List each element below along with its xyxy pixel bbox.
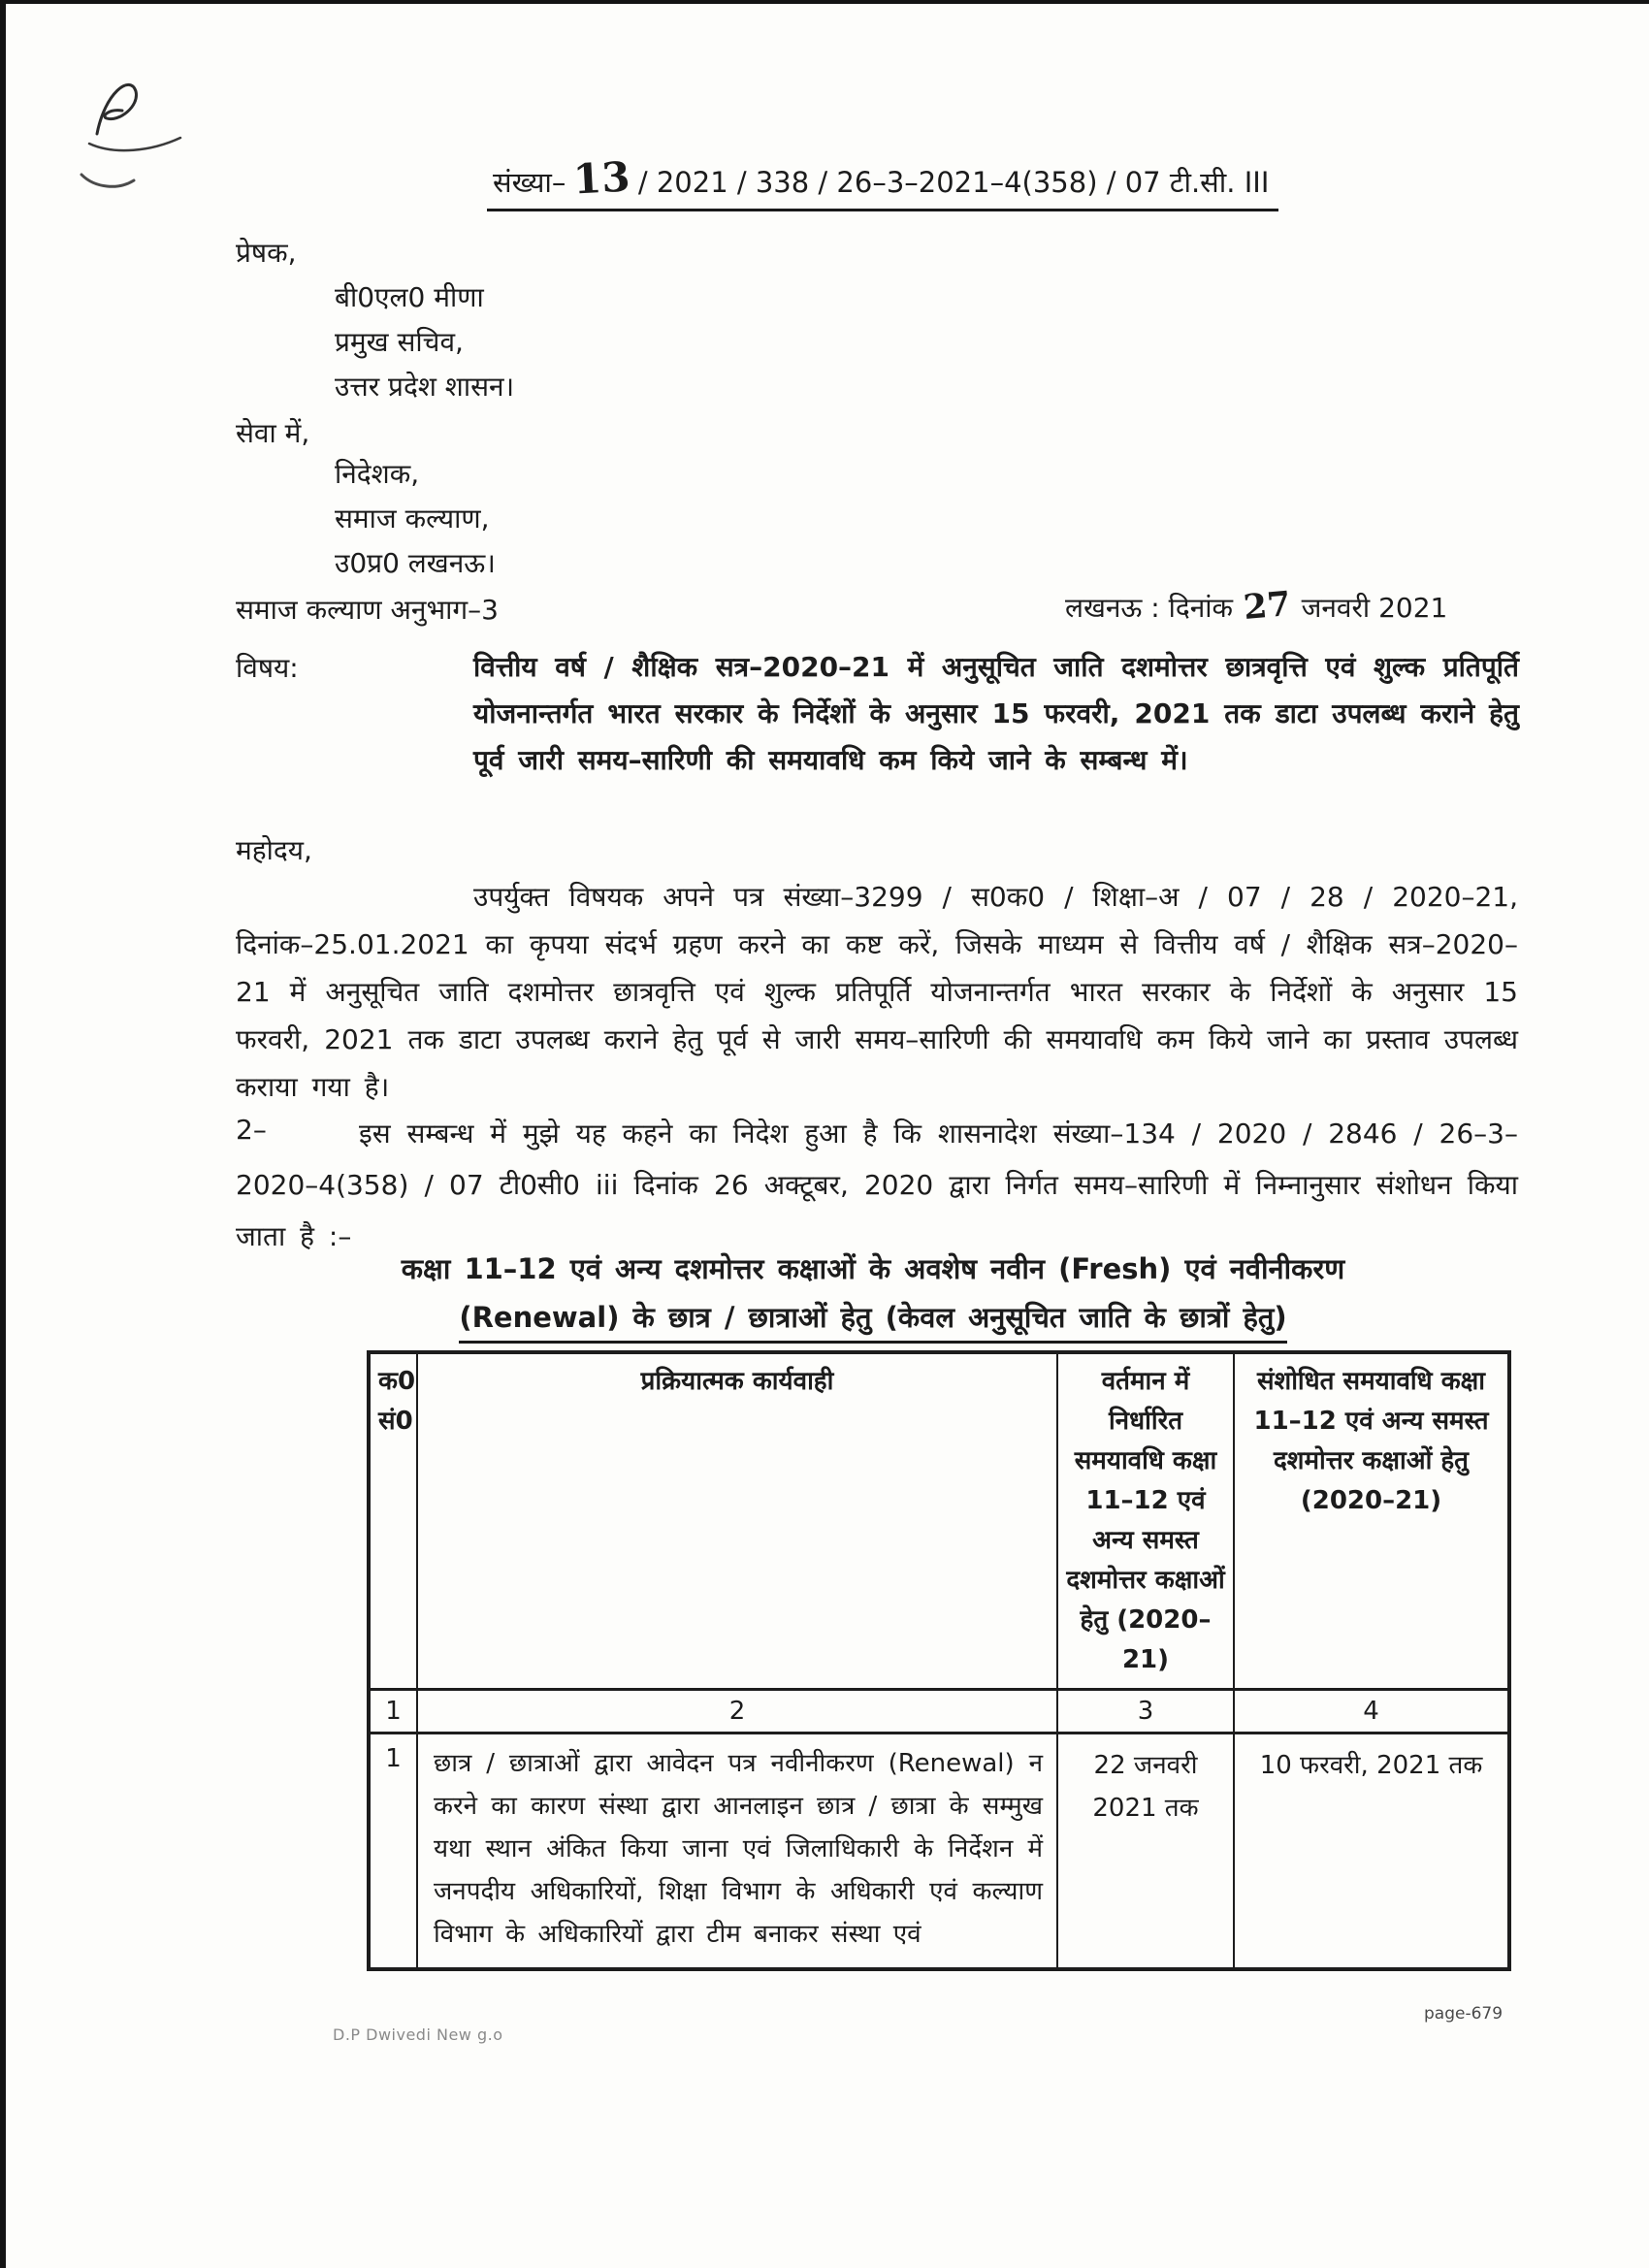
recipient-block	[335, 452, 496, 586]
footer-annotation: D.P Dwivedi New g.o	[333, 2025, 503, 2044]
column-number-1: 1	[369, 1690, 417, 1733]
table-heading-line2: (Renewal) के छात्र / छात्राओं हेतु (केवल अनुसूचित जाति के छात्रों हेतु)	[459, 1298, 1286, 1344]
sender-organization: उत्तर प्रदेश शासन।	[335, 371, 515, 403]
ref-handwritten-number: 13	[572, 152, 632, 204]
column-number-3: 3	[1057, 1690, 1234, 1733]
sender-label: प्रेषक,	[236, 237, 297, 269]
date-line	[1065, 584, 1447, 631]
ref-rest: / 2021 / 338 / 26–3–2021–4(358) / 07 टी.सी. III	[637, 166, 1270, 199]
page-number: page-679	[1424, 2004, 1504, 2024]
subject-text: वित्तीय वर्ष / शैक्षिक सत्र–2020–21 में अनुसूचित जाति दशमोत्तर छात्रवृत्ति एवं शुल्क प्रतिपूर्ति योजनान्तर्गत भारत सरकार के निर्देशों के अनुसार 15 फरवरी, 2021 तक डाटा उपलब्ध कराने हेतु पूर्व जारी समय–सारिणी की समयावधि कम किये जाने के सम्बन्ध में।	[473, 651, 1519, 776]
date-rest: जनवरी 2021	[1301, 592, 1448, 624]
recipient-label: सेवा में,	[236, 417, 310, 449]
row-current-deadline: 22 जनवरी 2021 तक	[1057, 1733, 1234, 1970]
ref-prefix: संख्या–	[493, 166, 566, 199]
section-name: समाज कल्याण अनुभाग–3	[236, 594, 499, 626]
column-number-2: 2	[417, 1690, 1057, 1733]
table-column-number-row	[369, 1690, 1509, 1733]
table-heading-line1: कक्षा 11–12 एवं अन्य दशमोत्तर कक्षाओं के अवशेष नवीन (Fresh) एवं नवीनीकरण	[401, 1252, 1345, 1285]
subject-label: विषय:	[236, 652, 299, 684]
body-paragraph-2: इस सम्बन्ध में मुझे यह कहने का निदेश हुआ है कि शासनादेश संख्या–134 / 2020 / 2846 / 26–3–2020–4(358) / 07 टी0सी0 iii दिनांक 26 अक्टूबर, 2020 द्वारा निर्गत समय–सारिणी में निम्नानुसार संशोधन किया जाता है :–	[236, 1118, 1518, 1252]
table-header-row	[369, 1352, 1509, 1690]
col-header-procedural-action: प्रक्रियात्मक कार्यवाही	[417, 1352, 1057, 1690]
paragraph-2-number: 2–	[236, 1114, 267, 1146]
col-header-revised-deadline: संशोधित समयावधि कक्षा 11–12 एवं अन्य समस्त दशमोत्तर कक्षाओं हेतु (2020–21)	[1234, 1352, 1509, 1690]
schedule-table	[367, 1350, 1511, 1971]
recipient-department: समाज कल्याण,	[335, 502, 490, 535]
table-heading-line2-wrap	[233, 1298, 1513, 1344]
sender-block	[335, 275, 514, 409]
body-paragraph-1: उपर्युक्त विषयक अपने पत्र संख्या–3299 / स0क0 / शिक्षा–अ / 07 / 28 / 2020–21, दिनांक–25.01.2021 का कृपया संदर्भ ग्रहण करने का कष्ट करें, जिसके माध्यम से वित्तीय वर्ष / शैक्षिक सत्र–2020–21 में अनुसूचित जाति दशमोत्तर छात्रवृत्ति एवं शुल्क प्रतिपूर्ति योजनान्तर्गत भारत सरकार के निर्देशों के अनुसार 15 फरवरी, 2021 तक डाटा उपलब्ध कराने हेतु पूर्व से जारी समय–सारिणी की समयावधि कम किये जाने का प्रस्ताव उपलब्ध कराया गया है।	[236, 881, 1518, 1103]
recipient-place: उ0प्र0 लखनऊ।	[335, 547, 496, 579]
col-header-current-deadline: वर्तमान में निर्धारित समयावधि कक्षा 11–12 एवं अन्य समस्त दशमोत्तर कक्षाओं हेतु (2020–21)	[1057, 1352, 1234, 1690]
sender-name: बी0एल0 मीणा	[335, 281, 484, 313]
scan-edge-artifact-left	[0, 0, 6, 2268]
salutation: महोदय,	[236, 834, 312, 866]
col-header-serial: क0 सं0	[369, 1352, 417, 1690]
recipient-designation: निदेशक,	[335, 458, 420, 490]
row-revised-deadline: 10 फरवरी, 2021 तक	[1234, 1733, 1509, 1970]
row-serial: 1	[369, 1733, 417, 1970]
row-procedural-action: छात्र / छात्राओं द्वारा आवेदन पत्र नवीनीकरण (Renewal) न करने का कारण संस्था द्वारा आनलाइन छात्र / छात्रा के सम्मुख यथा स्थान अंकित किया जाना एवं जिलाधिकारी के निर्देशन में जनपदीय अधिकारियों, शिक्षा विभाग के अधिकारी एवं कल्याण विभाग के अधिकारियों द्वारा टीम बनाकर संस्था एवं	[417, 1733, 1057, 1970]
table-row	[369, 1733, 1509, 1970]
date-prefix: लखनऊ : दिनांक	[1065, 592, 1234, 624]
handwritten-mark	[76, 66, 221, 192]
scan-edge-artifact-top	[0, 0, 1649, 4]
column-number-4: 4	[1234, 1690, 1509, 1733]
date-handwritten-day: 27	[1242, 583, 1293, 629]
sender-designation: प्रमुख सचिव,	[335, 326, 464, 358]
reference-number-line	[487, 152, 1278, 211]
